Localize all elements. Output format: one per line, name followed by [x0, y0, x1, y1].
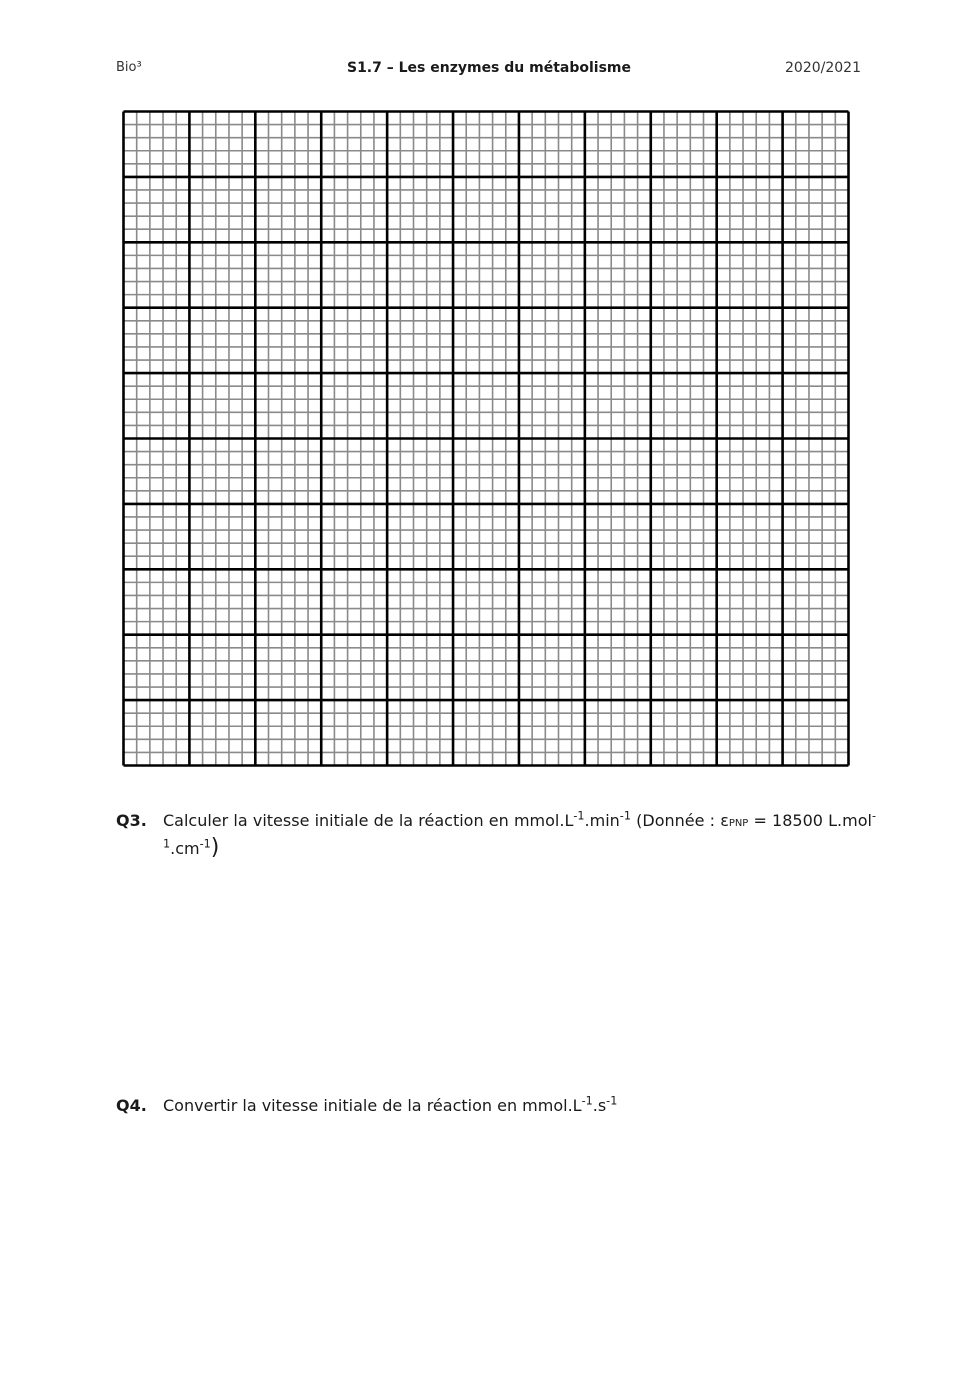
- header-left: Bio³: [116, 60, 142, 75]
- graph-paper: [122, 110, 850, 767]
- q4-exponent: -1: [581, 1094, 593, 1108]
- q4-text-part: .s: [592, 1096, 607, 1115]
- question-text: [163, 1092, 876, 1119]
- q3-text-part: = 18500 L.mol: [748, 811, 872, 830]
- question-label: Q4.: [116, 1096, 147, 1115]
- q3-exponent: -1: [199, 837, 211, 851]
- q3-text-part: .cm: [170, 839, 200, 858]
- question-label: Q3.: [116, 811, 147, 830]
- q4-text-part: Convertir la vitesse initiale de la réaction en mmol.L: [163, 1096, 582, 1115]
- q3-exponent: -1: [573, 809, 585, 823]
- q3-close-paren: ): [210, 835, 220, 860]
- question-q4: [116, 1092, 876, 1119]
- q3-subscript: PNP: [728, 818, 749, 829]
- q3-text-part: Calculer la vitesse initiale de la réaction en mmol.L: [163, 811, 574, 830]
- document-title: S1.7 – Les enzymes du métabolisme: [346, 60, 632, 76]
- q3-exponent: -1: [619, 809, 631, 823]
- question-text: [163, 807, 876, 862]
- school-year: 2020/2021: [785, 60, 861, 76]
- graph-paper-grid: [122, 110, 850, 767]
- q3-exponent: -1: [163, 809, 876, 851]
- q3-text-part: .min: [584, 811, 620, 830]
- question-q3: [116, 807, 876, 862]
- q4-exponent: -1: [606, 1094, 618, 1108]
- q3-text-part: (Donnée : ε: [630, 811, 729, 830]
